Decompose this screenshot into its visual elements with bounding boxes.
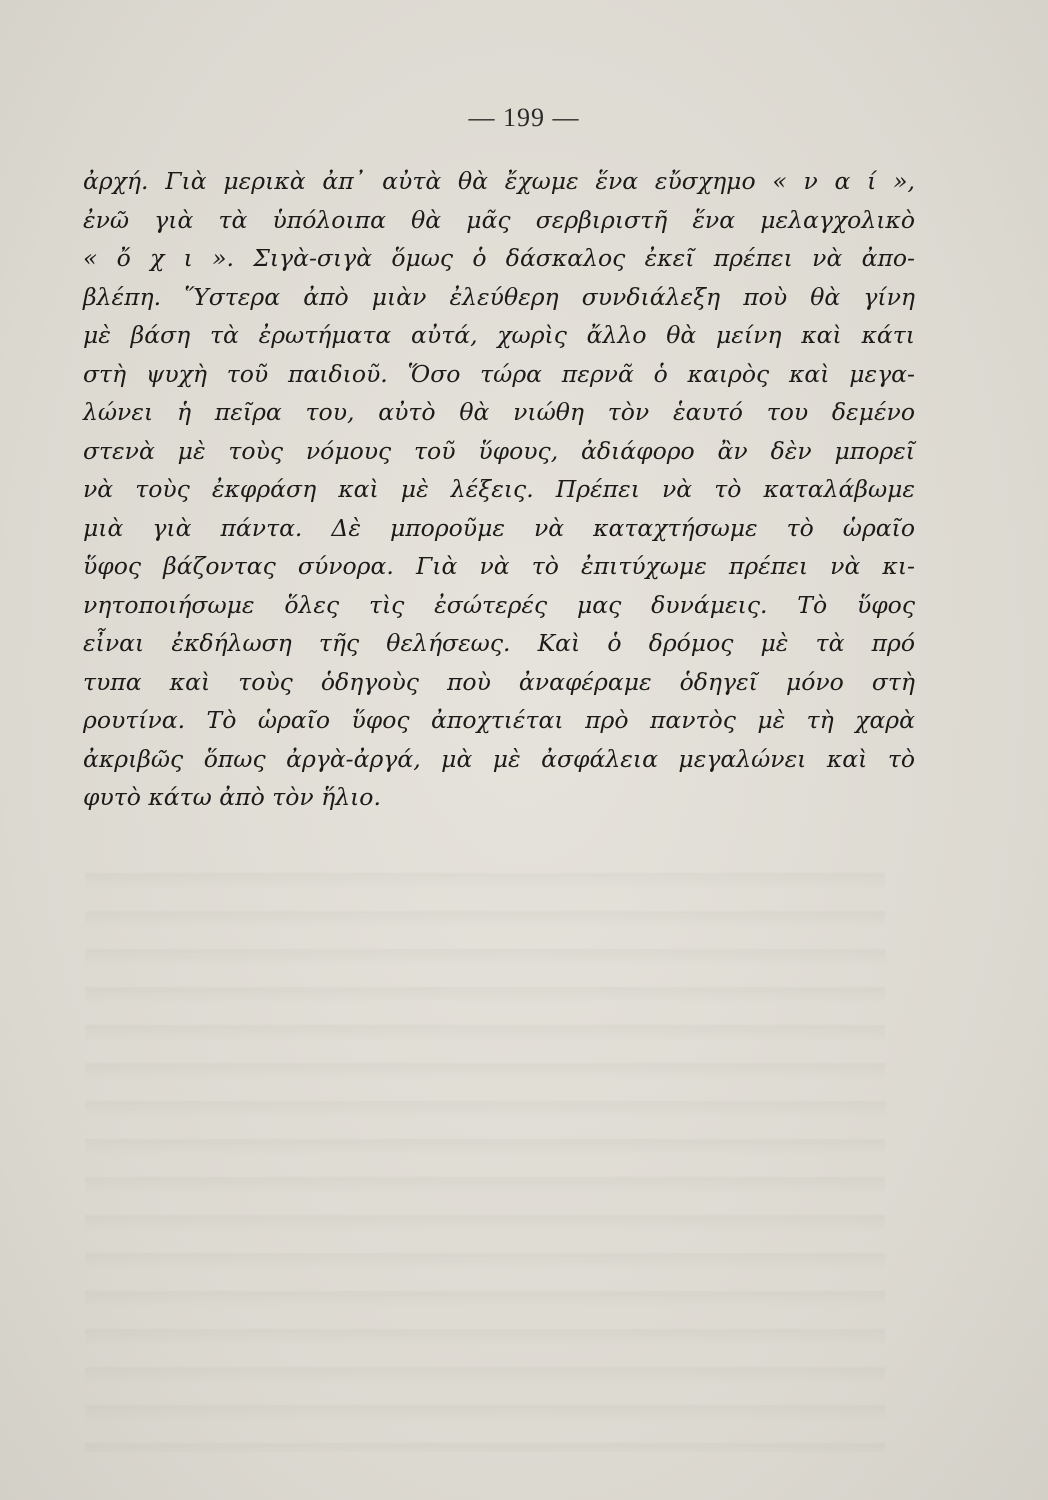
text-line: ἀρχή. Γιὰ μερικὰ ἀπ᾽ αὐτὰ θὰ ἔχωμε ἕνα εὔσχημο « ν α ί », — [83, 167, 915, 195]
text-line: ὕφος βάζοντας σύνορα. Γιὰ νὰ τὸ ἐπιτύχωμε πρέπει νὰ κι- — [83, 552, 915, 580]
text-line: ἀκριβῶς ὅπως ἀργὰ-ἀργά, μὰ μὲ ἀσφάλεια μεγαλώνει καὶ τὸ — [83, 744, 915, 773]
text-line: νὰ τοὺς ἐκφράση καὶ μὲ λέξεις. Πρέπει νὰ τὸ καταλάβωμε — [83, 475, 915, 503]
page-number: — 199 — — [468, 103, 580, 132]
text-line: βλέπη. Ὕστερα ἀπὸ μιὰν ἐλεύθερη συνδιάλεξη ποὺ θὰ γίνη — [83, 282, 915, 311]
text-line: μὲ βάση τὰ ἐρωτήματα αὐτά, χωρὶς ἄλλο θὰ μείνη καὶ κάτι — [83, 321, 915, 349]
text-line: εἶναι ἐκδήλωση τῆς θελήσεως. Καὶ ὁ δρόμος μὲ τὰ πρό — [83, 629, 915, 657]
text-line: « ὄ χ ι ». Σιγὰ-σιγὰ ὅμως ὁ δάσκαλος ἐκεῖ πρέπει νὰ ἀπο- — [83, 244, 915, 272]
text-line: νητοποιήσωμε ὅλες τὶς ἐσώτερές μας δυνάμεις. Τὸ ὕφος — [83, 590, 915, 619]
text-line: μιὰ γιὰ πάντα. Δὲ μποροῦμε νὰ καταχτήσωμε τὸ ὡραῖο — [83, 513, 915, 542]
text-line: στενὰ μὲ τοὺς νόμους τοῦ ὕφους, ἀδιάφορο ἂν δὲν μπορεῖ — [83, 436, 915, 465]
text-line: φυτὸ κάτω ἀπὸ τὸν ἥλιο. — [83, 783, 381, 811]
text-line: λώνει ἡ πεῖρα του, αὐτὸ θὰ νιώθη τὸν ἑαυτό του δεμένο — [83, 398, 915, 426]
text-line: τυπα καὶ τοὺς ὁδηγοὺς ποὺ ἀναφέραμε ὁδηγεῖ μόνο στὴ — [83, 667, 915, 696]
body-text — [83, 162, 915, 817]
text-line: ἐνῶ γιὰ τὰ ὑπόλοιπα θὰ μᾶς σερβιριστῆ ἕνα μελαγχολικὸ — [83, 205, 915, 234]
text-line: στὴ ψυχὴ τοῦ παιδιοῦ. Ὅσο τώρα περνᾶ ὁ καιρὸς καὶ μεγα- — [83, 359, 915, 388]
reverse-page-bleed-through — [85, 852, 885, 1452]
text-line: ρουτίνα. Τὸ ὡραῖο ὕφος ἀποχτιέται πρὸ παντὸς μὲ τὴ χαρὰ — [83, 706, 915, 734]
